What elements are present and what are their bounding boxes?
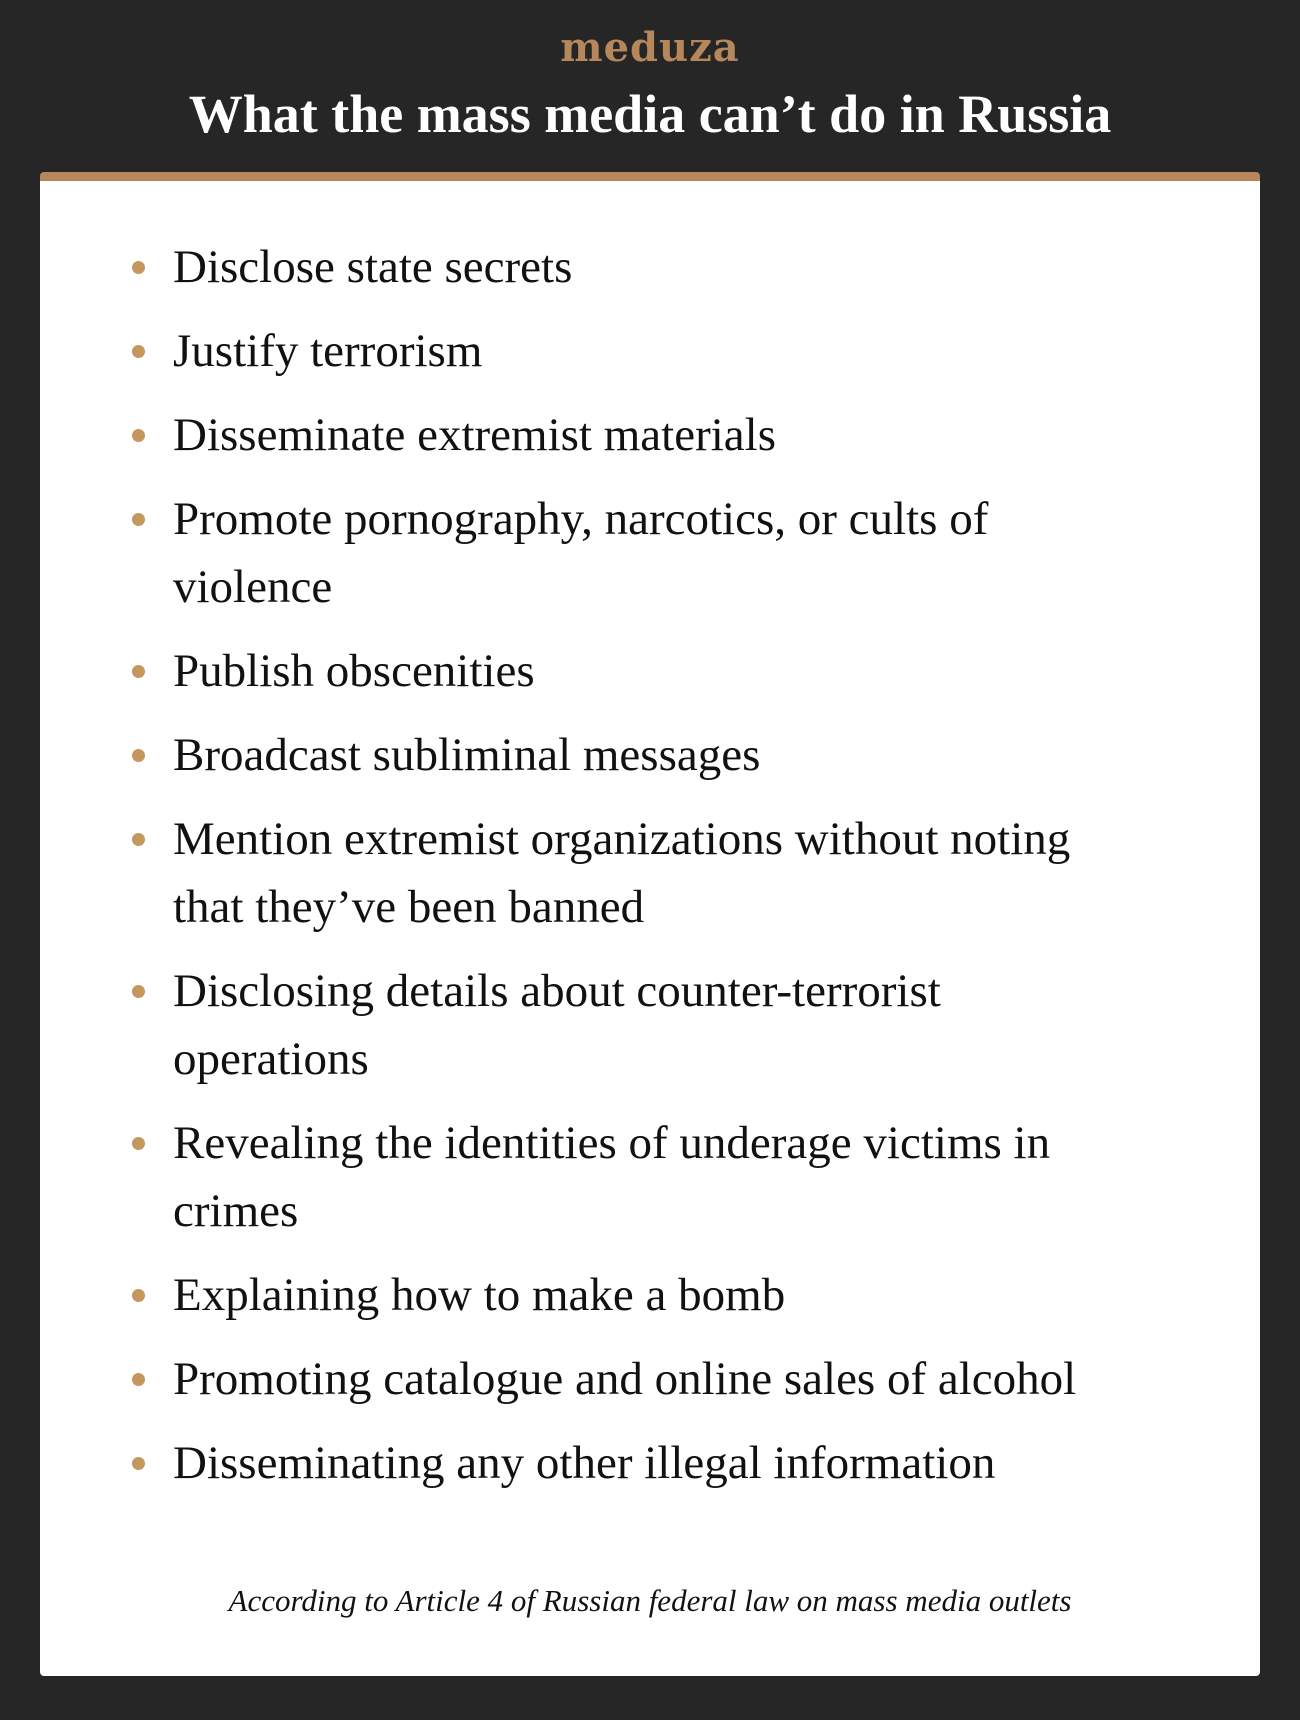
list-item-text: Disclose state secrets bbox=[173, 241, 573, 293]
bullet-icon bbox=[132, 1457, 145, 1470]
list-item bbox=[40, 1109, 1133, 1245]
list-item bbox=[40, 1261, 1133, 1329]
list-item bbox=[40, 1429, 1133, 1497]
source-note: According to Article 4 of Russian federal law on mass media outlets bbox=[228, 1583, 1072, 1618]
list-item bbox=[40, 233, 1133, 301]
list-item bbox=[40, 721, 1133, 789]
meduza-logo: meduza bbox=[560, 24, 740, 71]
list-item bbox=[40, 317, 1133, 385]
list-item bbox=[40, 485, 1133, 621]
list-item-text: Explaining how to make a bomb bbox=[173, 1269, 786, 1321]
list-item-text: Disseminating any other illegal information bbox=[173, 1437, 996, 1489]
bullet-icon bbox=[132, 1289, 145, 1302]
bullet-icon bbox=[132, 261, 145, 274]
bullet-icon bbox=[132, 345, 145, 358]
list-item-text: Promoting catalogue and online sales of alcohol bbox=[173, 1353, 1077, 1405]
list-item-text: Mention extremist organizations without noting that they’ve been banned bbox=[173, 813, 1071, 933]
bullet-icon bbox=[132, 429, 145, 442]
list-item bbox=[40, 1345, 1133, 1413]
bullet-icon bbox=[132, 513, 145, 526]
page-title: What the mass media can’t do in Russia bbox=[188, 84, 1112, 144]
list-item-text: Justify terrorism bbox=[173, 325, 483, 377]
content-card bbox=[40, 172, 1260, 1676]
list-item bbox=[40, 637, 1133, 705]
bullet-icon bbox=[132, 1373, 145, 1386]
list-item bbox=[40, 957, 1133, 1093]
list-item-text: Disseminate extremist materials bbox=[173, 409, 776, 461]
bullet-icon bbox=[132, 833, 145, 846]
list-item-text: Promote pornography, narcotics, or cults of violence bbox=[173, 493, 989, 613]
list-item bbox=[40, 805, 1133, 941]
bullet-icon bbox=[132, 665, 145, 678]
list-item-text: Revealing the identities of underage victims in crimes bbox=[173, 1117, 1051, 1237]
list-item-text: Publish obscenities bbox=[173, 645, 535, 697]
prohibitions-list bbox=[40, 233, 1260, 1513]
list-item-text: Broadcast subliminal messages bbox=[173, 729, 761, 781]
bullet-icon bbox=[132, 749, 145, 762]
bullet-icon bbox=[132, 1137, 145, 1150]
list-item bbox=[40, 401, 1133, 469]
bullet-icon bbox=[132, 985, 145, 998]
list-item-text: Disclosing details about counter-terrorist operations bbox=[173, 965, 941, 1085]
